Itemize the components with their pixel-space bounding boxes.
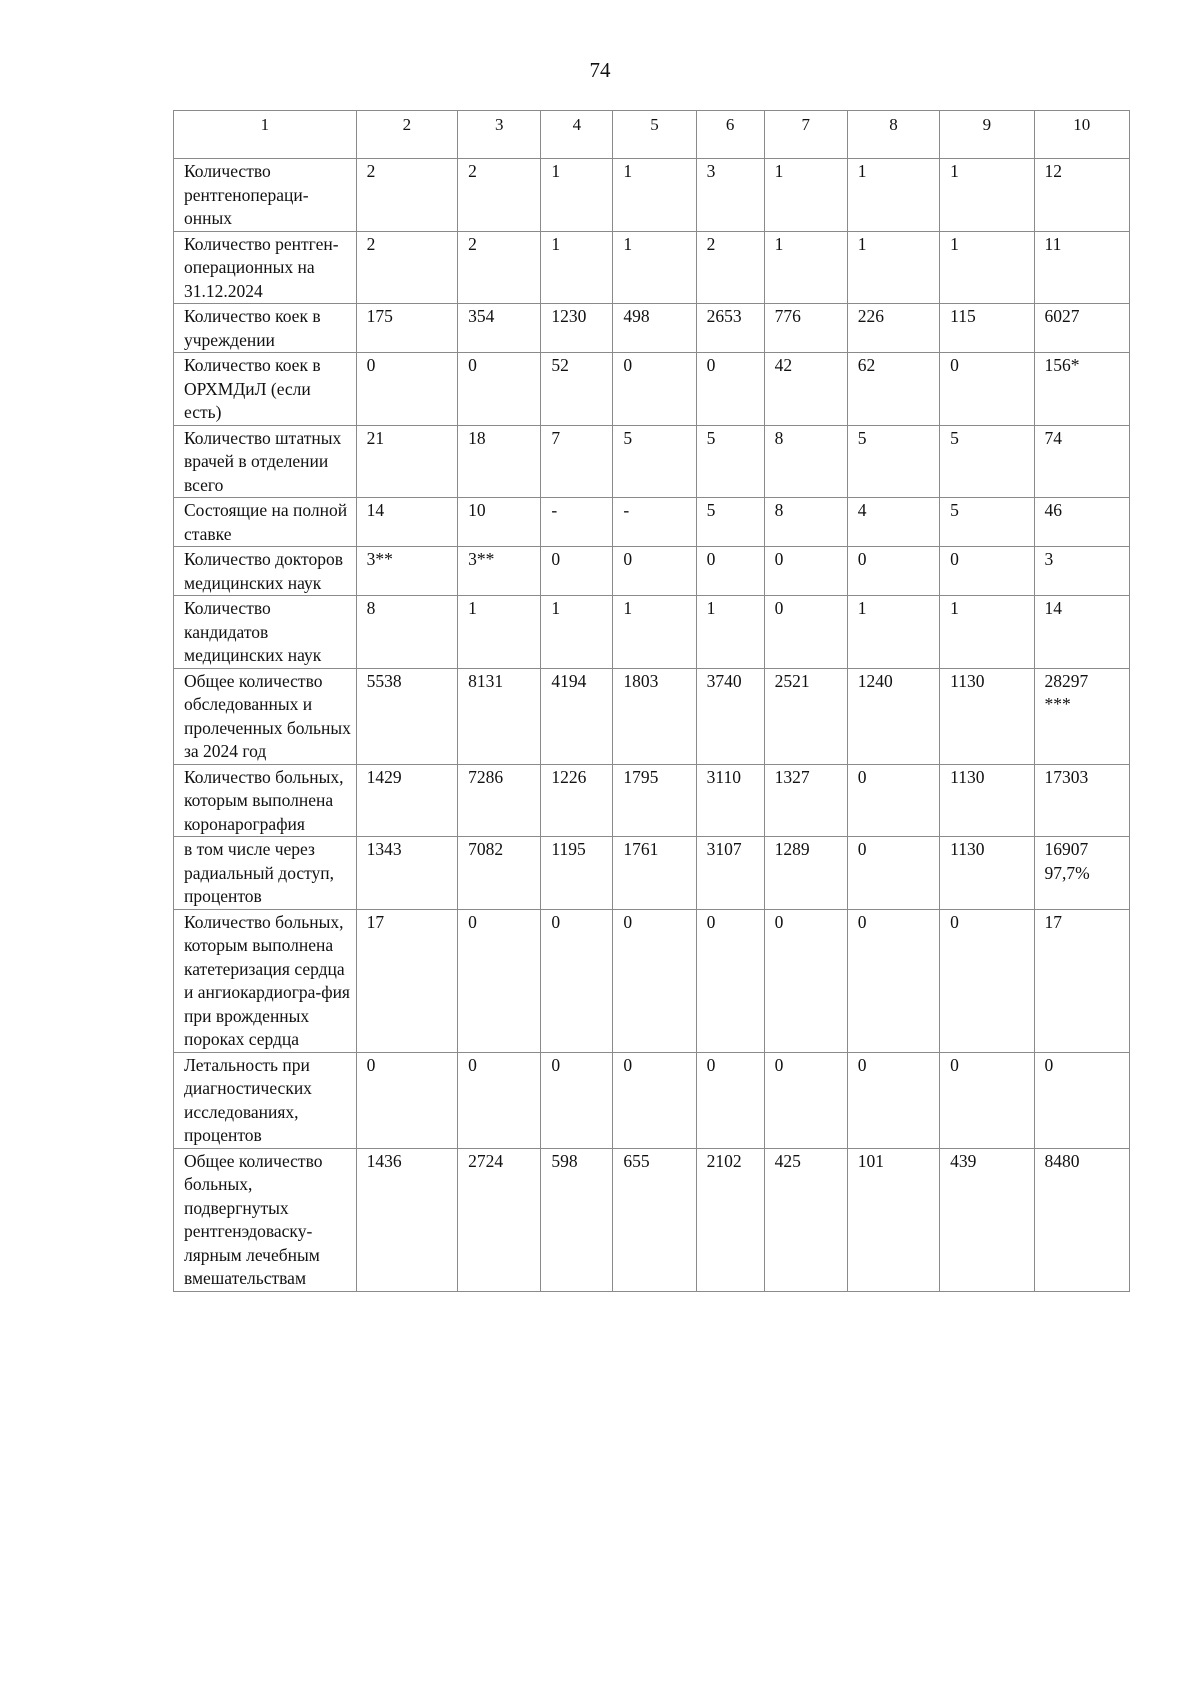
table-cell: 12 — [1034, 159, 1129, 232]
row-label: Количество штатных врачей в отделении всего — [174, 425, 357, 498]
table-cell: 1130 — [940, 764, 1034, 837]
table-cell: 8 — [356, 596, 457, 669]
table-cell: 0 — [356, 1052, 457, 1148]
table-row — [174, 596, 1130, 669]
table-cell: 0 — [541, 909, 613, 1052]
table-cell: 1803 — [613, 668, 696, 764]
table-cell: 28297 *** — [1034, 668, 1129, 764]
table-cell: 0 — [847, 1052, 939, 1148]
table-cell: 354 — [458, 304, 541, 353]
table-cell: 598 — [541, 1148, 613, 1291]
table-cell: 17303 — [1034, 764, 1129, 837]
row-label: Количество рентген-операционных на 31.12.2024 — [174, 231, 357, 304]
table-cell: 425 — [764, 1148, 847, 1291]
table-cell: 1 — [613, 231, 696, 304]
table-cell: 1 — [847, 159, 939, 232]
table-cell: 0 — [458, 353, 541, 426]
table-cell: 3** — [356, 547, 457, 596]
table-cell: 17 — [1034, 909, 1129, 1052]
table-cell: 0 — [764, 547, 847, 596]
table-cell: 0 — [696, 909, 764, 1052]
table-cell: 0 — [1034, 1052, 1129, 1148]
table-cell: 7 — [541, 425, 613, 498]
table-cell: 1 — [940, 231, 1034, 304]
table-cell: 226 — [847, 304, 939, 353]
table-cell: 0 — [541, 547, 613, 596]
table-body — [174, 111, 1130, 1292]
table-cell: 1436 — [356, 1148, 457, 1291]
table-cell: 8 — [764, 498, 847, 547]
table-cell: 10 — [458, 498, 541, 547]
table-cell: 0 — [847, 764, 939, 837]
column-header: 3 — [458, 111, 541, 159]
table-cell: 1343 — [356, 837, 457, 910]
table-cell: 1327 — [764, 764, 847, 837]
table-cell: 1 — [847, 231, 939, 304]
page-number: 74 — [589, 58, 611, 82]
table-cell: 1795 — [613, 764, 696, 837]
table-cell: 0 — [458, 909, 541, 1052]
table-cell: 4194 — [541, 668, 613, 764]
table-cell: 0 — [847, 837, 939, 910]
table-cell: 6027 — [1034, 304, 1129, 353]
table-cell: 2724 — [458, 1148, 541, 1291]
table-cell: 2 — [356, 231, 457, 304]
table-cell: 3** — [458, 547, 541, 596]
table-cell: 0 — [613, 1052, 696, 1148]
table-cell: 5 — [696, 425, 764, 498]
statistics-table — [173, 110, 1130, 1292]
column-header: 7 — [764, 111, 847, 159]
table-row — [174, 231, 1130, 304]
table-cell: 0 — [458, 1052, 541, 1148]
table-cell: 7286 — [458, 764, 541, 837]
table-cell: 7082 — [458, 837, 541, 910]
table-cell: 0 — [696, 1052, 764, 1148]
row-label: Количество больных, которым выполнена катетеризация сердца и ангиокардиогра-фия при врожденных пороках сердца — [174, 909, 357, 1052]
column-header: 2 — [356, 111, 457, 159]
table-cell: 1 — [696, 596, 764, 669]
table-row — [174, 668, 1130, 764]
table-cell: 8 — [764, 425, 847, 498]
table-cell: 1 — [541, 159, 613, 232]
table-cell: 0 — [541, 1052, 613, 1148]
row-label: Состоящие на полной ставке — [174, 498, 357, 547]
table-cell: 1226 — [541, 764, 613, 837]
table-cell: 3 — [1034, 547, 1129, 596]
table-cell: 0 — [847, 547, 939, 596]
table-row — [174, 425, 1130, 498]
table-row — [174, 498, 1130, 547]
table-cell: 1195 — [541, 837, 613, 910]
table-cell: 21 — [356, 425, 457, 498]
table-cell: 2521 — [764, 668, 847, 764]
table-cell: 1 — [940, 159, 1034, 232]
table-cell: 14 — [356, 498, 457, 547]
table-cell: 17 — [356, 909, 457, 1052]
table-cell: 101 — [847, 1148, 939, 1291]
table-cell: 1761 — [613, 837, 696, 910]
table-cell: 1 — [764, 231, 847, 304]
table-cell: 2 — [696, 231, 764, 304]
table-row — [174, 1052, 1130, 1148]
table-cell: 0 — [613, 353, 696, 426]
table-cell: 1130 — [940, 668, 1034, 764]
table-cell: 3110 — [696, 764, 764, 837]
table-cell: 1289 — [764, 837, 847, 910]
table-cell: 5 — [940, 425, 1034, 498]
table-cell: 8131 — [458, 668, 541, 764]
table-cell: 5 — [696, 498, 764, 547]
table-cell: 655 — [613, 1148, 696, 1291]
table-cell: - — [541, 498, 613, 547]
table-row — [174, 547, 1130, 596]
table-cell: 0 — [613, 909, 696, 1052]
table-cell: 0 — [940, 353, 1034, 426]
column-header: 5 — [613, 111, 696, 159]
row-label: Количество коек в ОРХМДиЛ (если есть) — [174, 353, 357, 426]
column-header: 4 — [541, 111, 613, 159]
table-cell: 1 — [541, 231, 613, 304]
table-cell: 1240 — [847, 668, 939, 764]
table-cell: 1429 — [356, 764, 457, 837]
table-cell: 1 — [613, 596, 696, 669]
table-cell: 0 — [847, 909, 939, 1052]
table-cell: 3 — [696, 159, 764, 232]
table-cell: 1 — [541, 596, 613, 669]
table-cell: 498 — [613, 304, 696, 353]
table-cell: 42 — [764, 353, 847, 426]
column-header: 9 — [940, 111, 1034, 159]
table-cell: 11 — [1034, 231, 1129, 304]
row-label: в том числе через радиальный доступ, процентов — [174, 837, 357, 910]
column-header: 8 — [847, 111, 939, 159]
table-cell: 52 — [541, 353, 613, 426]
table-cell: 62 — [847, 353, 939, 426]
row-label: Общее количество больных, подвергнутых рентгенэдоваску-лярным лечебным вмешательствам — [174, 1148, 357, 1291]
table-cell: 1230 — [541, 304, 613, 353]
table-row — [174, 909, 1130, 1052]
row-label: Количество рентгенопераци-онных — [174, 159, 357, 232]
table-cell: 2102 — [696, 1148, 764, 1291]
table-cell: 0 — [764, 909, 847, 1052]
table-cell: 156* — [1034, 353, 1129, 426]
row-label: Количество кандидатов медицинских наук — [174, 596, 357, 669]
table-cell: 3740 — [696, 668, 764, 764]
table-row — [174, 353, 1130, 426]
table-row — [174, 159, 1130, 232]
table-row — [174, 837, 1130, 910]
table-row — [174, 304, 1130, 353]
row-label: Общее количество обследованных и пролеченных больных за 2024 год — [174, 668, 357, 764]
table-cell: 4 — [847, 498, 939, 547]
table-cell: 8480 — [1034, 1148, 1129, 1291]
table-cell: 2653 — [696, 304, 764, 353]
table-cell: 1 — [764, 159, 847, 232]
table-row — [174, 764, 1130, 837]
table-cell: 0 — [696, 547, 764, 596]
table-cell: 3107 — [696, 837, 764, 910]
table-cell: 1 — [847, 596, 939, 669]
table-cell: 5 — [940, 498, 1034, 547]
table-cell: 0 — [613, 547, 696, 596]
table-cell: 14 — [1034, 596, 1129, 669]
row-label: Летальность при диагностических исследованиях, процентов — [174, 1052, 357, 1148]
header-row — [174, 111, 1130, 159]
table-cell: 2 — [458, 231, 541, 304]
table-cell: 46 — [1034, 498, 1129, 547]
table-cell: 16907 97,7% — [1034, 837, 1129, 910]
row-label: Количество коек в учреждении — [174, 304, 357, 353]
table-cell: 0 — [940, 547, 1034, 596]
table-cell: 1 — [613, 159, 696, 232]
table-cell: - — [613, 498, 696, 547]
table-cell: 1 — [940, 596, 1034, 669]
table-cell: 0 — [940, 909, 1034, 1052]
table-cell: 1 — [458, 596, 541, 669]
table-cell: 0 — [356, 353, 457, 426]
table-cell: 0 — [696, 353, 764, 426]
column-header: 10 — [1034, 111, 1129, 159]
table-cell: 776 — [764, 304, 847, 353]
column-header: 6 — [696, 111, 764, 159]
table-row — [174, 1148, 1130, 1291]
table-cell: 1130 — [940, 837, 1034, 910]
table-cell: 175 — [356, 304, 457, 353]
table-cell: 2 — [356, 159, 457, 232]
table-cell: 2 — [458, 159, 541, 232]
table-cell: 18 — [458, 425, 541, 498]
table-cell: 0 — [764, 1052, 847, 1148]
table-cell: 439 — [940, 1148, 1034, 1291]
table-cell: 5 — [613, 425, 696, 498]
table-cell: 5 — [847, 425, 939, 498]
table-cell: 74 — [1034, 425, 1129, 498]
row-label: Количество больных, которым выполнена коронарография — [174, 764, 357, 837]
column-header: 1 — [174, 111, 357, 159]
table-cell: 0 — [764, 596, 847, 669]
table-cell: 0 — [940, 1052, 1034, 1148]
row-label: Количество докторов медицинских наук — [174, 547, 357, 596]
table-cell: 115 — [940, 304, 1034, 353]
table-cell: 5538 — [356, 668, 457, 764]
